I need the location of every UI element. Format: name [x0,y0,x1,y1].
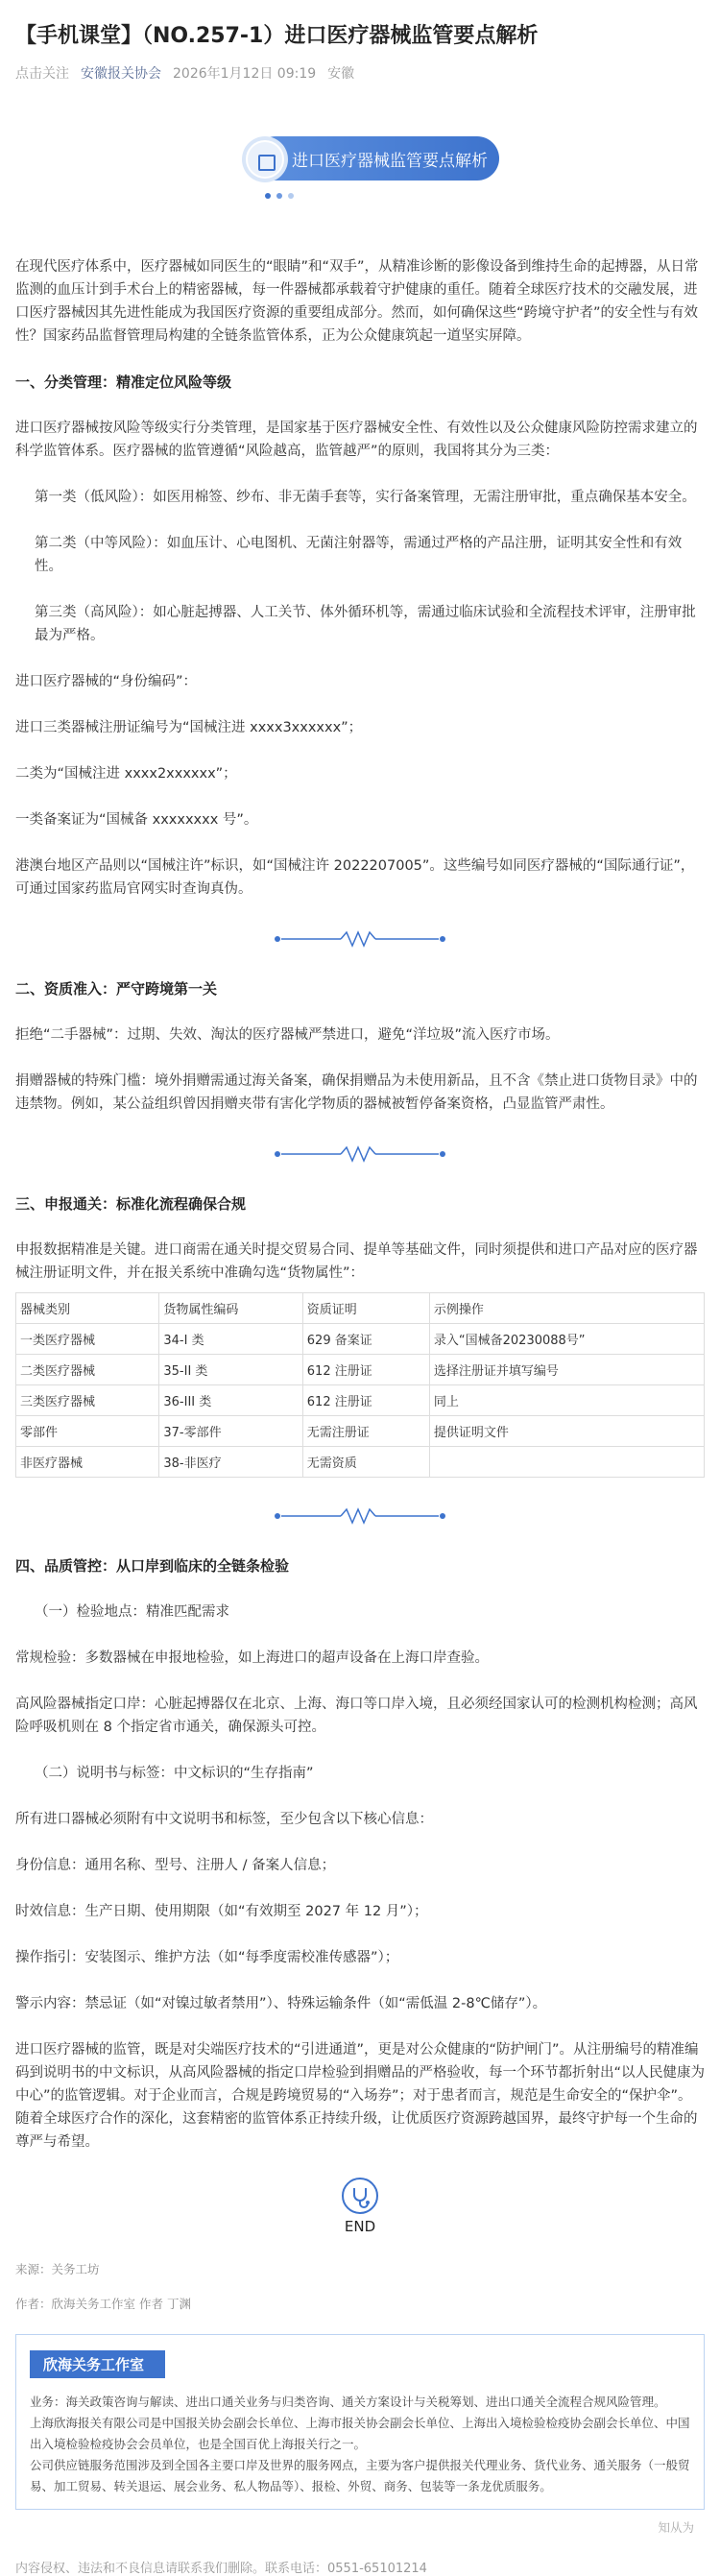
end-label: END [344,2218,376,2235]
section-1-paragraph: 进口医疗器械按风险等级实行分类管理，是国家基于医疗器械安全性、有效性以及公众健康风险防控需求建立的科学监管体系。医疗器械的监管遵循“风险越高，监管越严”的原则，我国将其分为三类： [15,421,698,459]
table-cell: 612 注册证 [302,1355,429,1385]
banner-label: 进口医疗器械监管要点解析 [253,136,499,181]
table-row [16,1324,705,1355]
table-cell: 无需资质 [302,1447,429,1478]
article-title: 【手机课堂】（NO.257-1）进口医疗器械监管要点解析 [15,24,539,48]
section-4-paragraph: 警示内容：禁忌证（如“对镍过敏者禁用”）、特殊运输条件（如“需低温 2-8℃储存”）。 [15,1996,547,2011]
section-4-paragraph: 高风险器械指定口岸：心脏起搏器仅在北京、上海、海口等口岸入境，且必须经国家认可的检测机构检测；高风险呼吸机则在 8 个指定省市通关，确保源头可控。 [15,1697,698,1735]
section-3-paragraph: 申报数据精准是关键。进口商需在通关时提交贸易合同、提单等基础文件，同时须提供和进口产品对应的医疗器械注册证明文件，并在报关系统中准确勾选“货物属性”： [15,1242,698,1281]
section-2-paragraph: 捐赠器械的特殊门槛：境外捐赠需通过海关备案，确保捐赠品为未使用新品，且不含《禁止进口货物目录》中的违禁物。例如，某公益组织曾因捐赠夹带有害化学物质的器械被暂停备案资格，凸显监管严肃性。 [15,1073,698,1112]
follow-link[interactable]: 点击关注 [15,66,69,82]
studio-info-card [15,2334,705,2535]
section-1-paragraph: 一类备案证为“国械备 xxxxxxxx 号”。 [15,812,258,828]
table-cell: 同上 [429,1385,704,1416]
table-cell: 零部件 [16,1416,159,1447]
section-4-paragraph: 身份信息：通用名称、型号、注册人 / 备案人信息； [15,1858,336,1873]
class-3-item: 第三类（高风险）：如心脏起搏器、人工关节、体外循环机等，需通过临床试验和全流程技术评审，注册审批最为严格。 [35,605,696,643]
table-cell: 一类医疗器械 [16,1324,159,1355]
table-cell [429,1447,704,1478]
subsection-heading: （二）说明书与标签：中文标识的“生存指南” [35,1766,314,1781]
table-header: 货物属性编码 [159,1293,302,1324]
table-cell: 38-非医疗 [159,1447,302,1478]
title-banner [15,83,705,255]
section-4-paragraph: 时效信息：生产日期、使用期限（如“有效期至 2027 年 12 月”）； [15,1904,428,1919]
end-marker [15,2154,705,2259]
section-heading-3: 三、申报通关：标准化流程确保合规 [15,1195,247,1213]
table-header: 器械类别 [16,1293,159,1324]
section-heading-4: 四、品质管控：从口岸到临床的全链条检验 [15,1557,290,1575]
card-line: 业务：海关政策咨询与解读、进出口通关业务与归类咨询、通关方案设计与关税筹划、进出口通关全流程合规风险管理。 [30,2395,666,2409]
card-footer-text: 知从为 [658,2520,694,2535]
table-header: 资质证明 [302,1293,429,1324]
table-row [16,1385,705,1416]
subsection-heading: （一）检验地点：精准匹配需求 [35,1604,229,1620]
heartbeat-divider-icon [274,929,446,949]
publish-datetime: 2026年1月12日 09:19 [173,66,317,82]
intro-paragraph: 在现代医疗体系中，医疗器械如同医生的“眼睛”和“双手”，从精准诊断的影像设备到维持生命的起搏器，从日常监测的血压计到手术台上的精密器械，每一件器械都承载着守护健康的重任。随着全球医疗技术的交融发展，进口医疗器械因其先进性能成为我国医疗资源的重要组成部分。然而，如何确保这些“跨境守护者”的安全性与有效性？国家药品监督管理局构建的全链条监管体系，正为公众健康筑起一道坚实屏障。 [15,259,699,344]
source-line: 来源：关务工坊 [15,2262,100,2276]
table-cell: 34-I 类 [159,1324,302,1355]
card-line: 上海欣海报关有限公司是中国报关协会副会长单位、上海市报关协会副会长单位、上海出入境检验检疫协会副会长单位、中国出入境检验检疫协会会员单位，也是全国百优上海报关行之一。 [30,2416,690,2451]
section-1-paragraph: 港澳台地区产品则以“国械注许”标识，如“国械注许 2022207005”。这些编号如同医疗器械的“国际通行证”，可通过国家药监局官网实时查询真伪。 [15,858,695,897]
table-cell: 35-II 类 [159,1355,302,1385]
goods-attribute-table [15,1292,705,1478]
heartbeat-divider-icon [274,1144,446,1164]
section-4-paragraph: 操作指引：安装图示、维护方法（如“每季度需校准传感器”）； [15,1950,399,1965]
section-heading-1: 一、分类管理：精准定位风险等级 [15,373,232,391]
author-line: 作者：欣海关务工作室 作者 丁渊 [15,2297,191,2311]
table-cell: 二类医疗器械 [16,1355,159,1385]
article-meta [15,63,705,83]
heartbeat-divider-icon [274,1506,446,1526]
dots-decoration-icon [263,190,296,202]
section-1-paragraph: 进口医疗器械的“身份编码”： [15,674,198,689]
table-cell: 非医疗器械 [16,1447,159,1478]
table-header: 示例操作 [429,1293,704,1324]
section-4-paragraph: 所有进口器械必须附有中文说明书和标签，至少包含以下核心信息： [15,1812,433,1827]
page-footer-notice: 内容侵权、违法和不良信息请联系我们删除。联系电话：0551-65101214 [15,2562,427,2576]
table-cell: 选择注册证并填写编号 [429,1355,704,1385]
stethoscope-icon [342,2178,378,2214]
section-4-paragraph: 常规检验：多数器械在申报地检验，如上海进口的超声设备在上海口岸查验。 [15,1650,489,1666]
table-cell: 三类医疗器械 [16,1385,159,1416]
table-header-row [16,1293,705,1324]
table-cell: 录入“国械备20230088号” [429,1324,704,1355]
wave-divider [15,1478,705,1554]
wave-divider [15,901,705,977]
table-cell: 36-III 类 [159,1385,302,1416]
wave-divider [15,1116,705,1192]
section-2-paragraph: 拒绝“二手器械”：过期、失效、淘汰的医疗器械严禁进口，避免“洋垃圾”流入医疗市场。 [15,1027,560,1043]
table-cell: 无需注册证 [302,1416,429,1447]
card-line: 公司供应链服务范围涉及到全国各主要口岸及世界的服务网点，主要为客户提供报关代理业务、货代业务、通关服务（一般贸易、加工贸易、转关退运、展会业务、私人物品等）、报检、外贸、商务、包装等一条龙优质服务。 [30,2458,690,2493]
table-cell: 629 备案证 [302,1324,429,1355]
section-1-paragraph: 二类为“国械注进 xxxx2xxxxxx”； [15,766,237,782]
document-icon [246,140,284,179]
table-row [16,1416,705,1447]
card-title: 欣海关务工作室 [30,2350,165,2378]
section-1-paragraph: 进口三类器械注册证编号为“国械注进 xxxx3xxxxxx”； [15,720,363,735]
publish-location: 安徽 [327,66,355,82]
section-heading-2: 二、资质准入：严守跨境第一关 [15,980,218,998]
table-row [16,1355,705,1385]
table-cell: 提供证明文件 [429,1416,704,1447]
conclusion-paragraph: 进口医疗器械的监管，既是对尖端医疗技术的“引进通道”，更是对公众健康的“防护闸门”。从注册编号的精准编码到说明书的中文标识，从高风险器械的指定口岸检验到捐赠品的严格验收，每一个环节都折射出“以人民健康为中心”的监管逻辑。对于企业而言，合规是跨境贸易的“入场券”；对于患者而言，规范是生命安全的“保护伞”。随着全球医疗合作的深化，这套精密的监管体系正持续升级，让优质医疗资源跨越国界，最终守护每一个生命的尊严与希望。 [15,2042,706,2150]
table-row [16,1447,705,1478]
account-name[interactable]: 安徽报关协会 [81,66,161,82]
table-cell: 612 注册证 [302,1385,429,1416]
class-2-item: 第二类（中等风险）：如血压计、心电图机、无菌注射器等，需通过严格的产品注册，证明其安全性和有效性。 [35,536,683,574]
class-1-item: 第一类（低风险）：如医用棉签、纱布、非无菌手套等，实行备案管理，无需注册审批，重点确保基本安全。 [35,490,696,505]
table-cell: 37-零部件 [159,1416,302,1447]
